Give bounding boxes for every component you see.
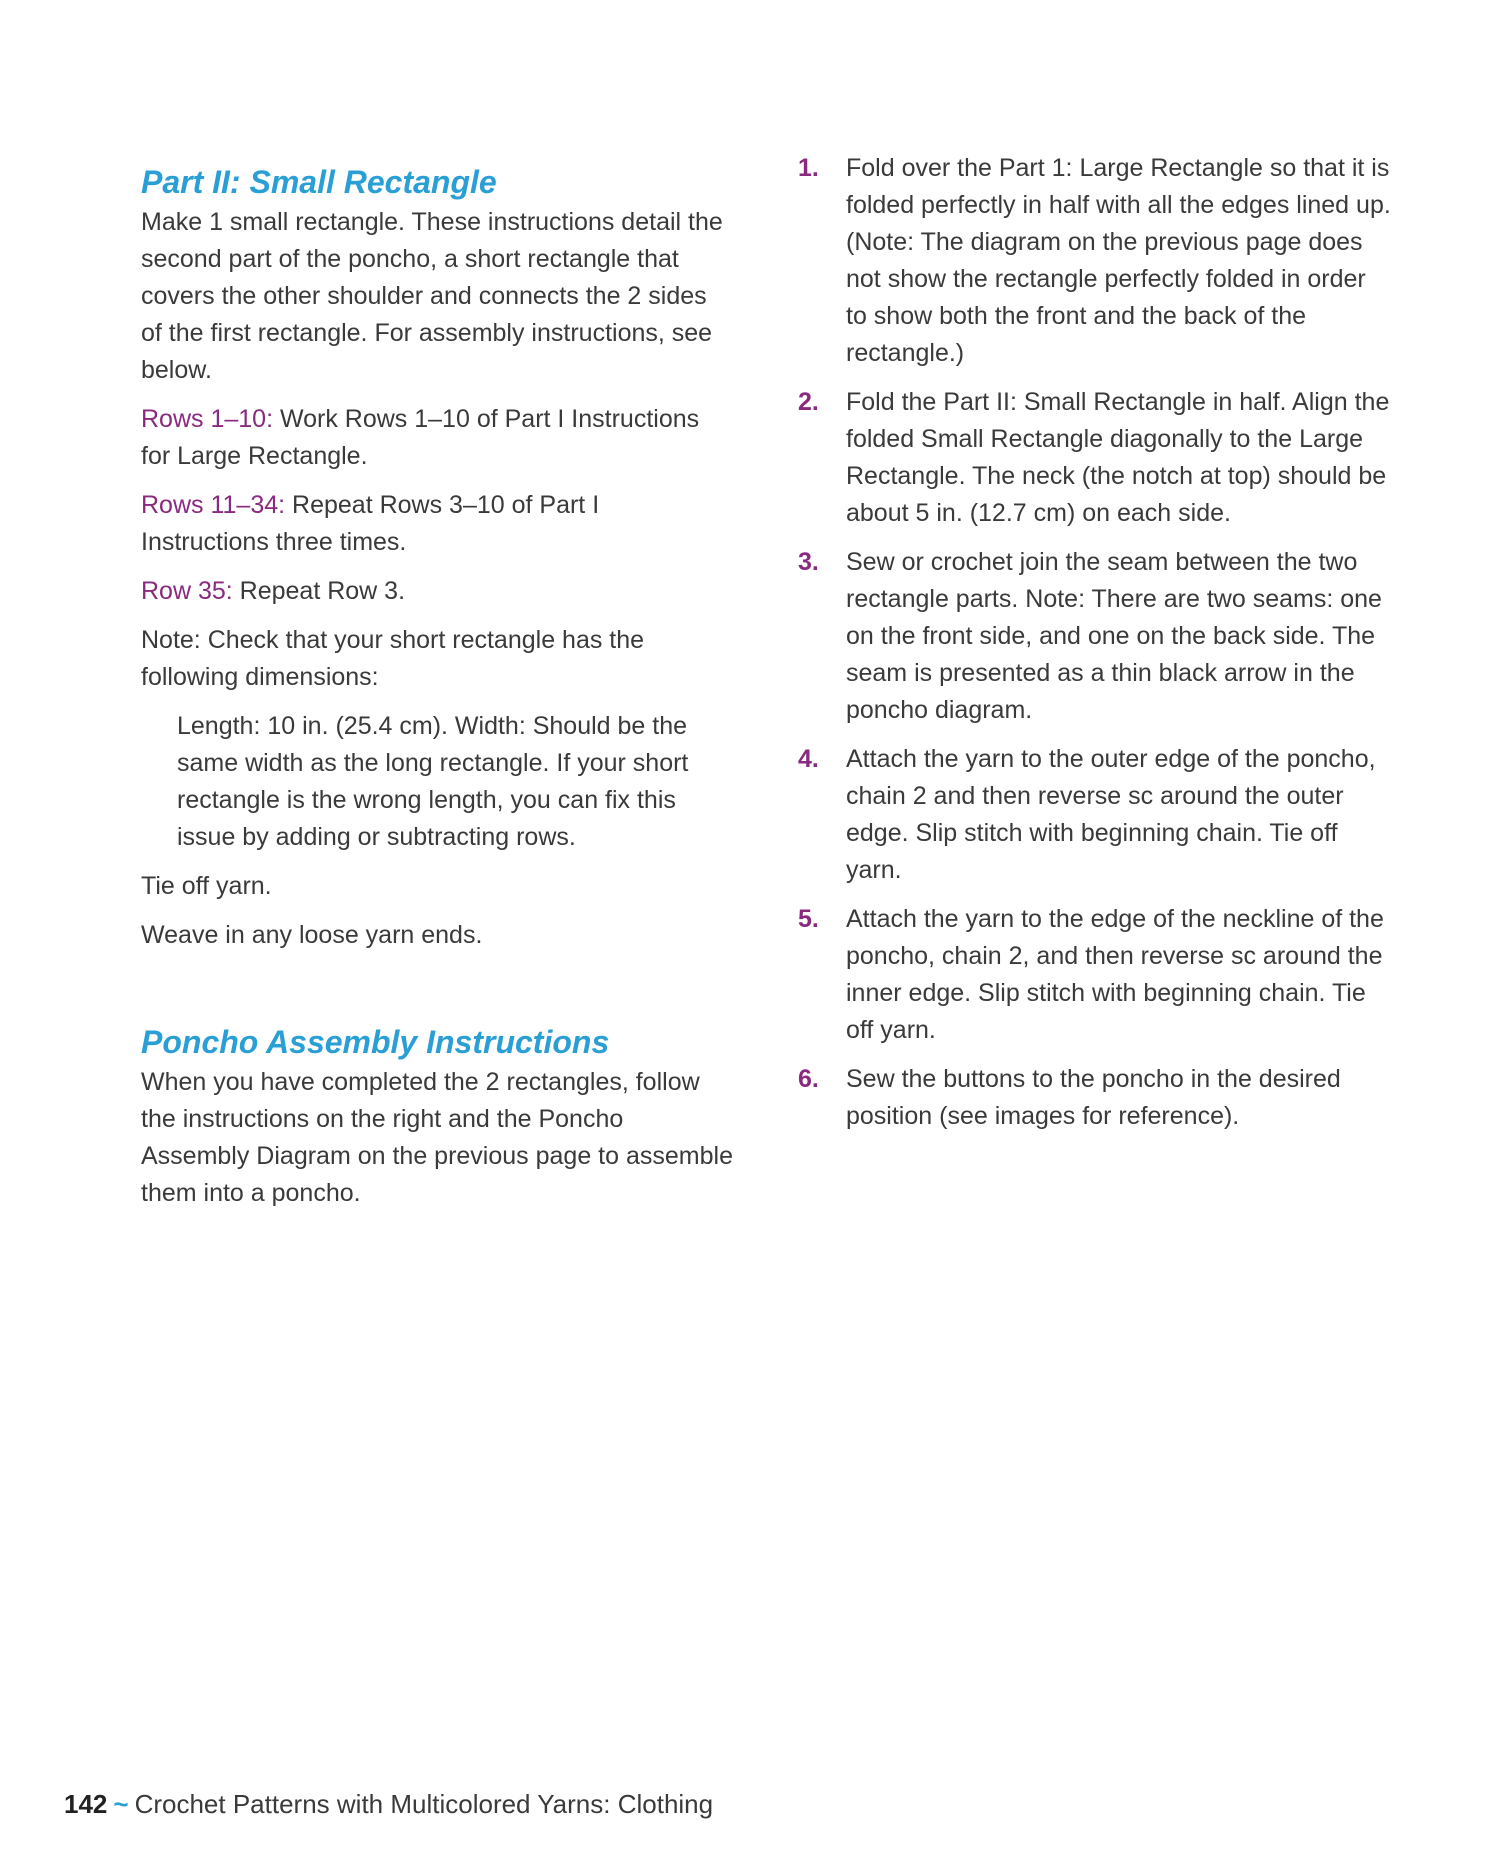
footer-separator: ~: [113, 1789, 129, 1819]
row-instruction: [141, 573, 733, 610]
step-item: [798, 1061, 1392, 1135]
assembly-steps: [798, 150, 1392, 1135]
dimension-note: Note: Check that your short rectangle has the following dimensions:: [141, 626, 645, 691]
row-text: Repeat Rows 3–10 of Part I Instructions three times.: [141, 491, 600, 556]
step-number: 2.: [798, 388, 819, 416]
step-number: 3.: [798, 548, 819, 576]
step-item: [798, 544, 1392, 729]
step-item: [798, 150, 1392, 372]
part2-heading: Part II: Small Rectangle: [141, 164, 497, 200]
step-text: Fold the Part II: Small Rectangle in half. Align the folded Small Rectangle diagonally to the Large Rectangle. The neck (the notch at top) should be about 5 in. (12.7 cm) on each side.: [846, 388, 1390, 527]
step-text: Attach the yarn to the outer edge of the poncho, chain 2 and then reverse sc around the outer edge. Slip stitch with beginning chain. Tie off yarn.: [846, 745, 1376, 884]
step-item: [798, 384, 1392, 532]
book-title: Crochet Patterns with Multicolored Yarns: Clothing: [134, 1789, 714, 1819]
row-label: Rows 1–10:: [141, 405, 274, 433]
part2-intro: Make 1 small rectangle. These instructions detail the second part of the poncho, a short rectangle that covers the other shoulder and connects the 2 sides of the first rectangle. For assembly instructions, see below.: [141, 208, 723, 384]
row-text: Repeat Row 3.: [232, 577, 406, 605]
row-text: Work Rows 1–10 of Part I Instructions for Large Rectangle.: [141, 405, 700, 470]
tie-off-text: Tie off yarn.: [141, 872, 272, 900]
row-label: Rows 11–34:: [141, 491, 286, 519]
step-number: 6.: [798, 1065, 819, 1093]
step-number: 5.: [798, 905, 819, 933]
right-column: [798, 150, 1392, 1147]
row-label: Row 35:: [141, 577, 233, 605]
dimension-details: Length: 10 in. (25.4 cm). Width: Should be the same width as the long rectangle. If your short rectangle is the wrong length, you can fix this issue by adding or subtracting rows.: [177, 712, 689, 851]
assembly-heading: Poncho Assembly Instructions: [141, 1024, 610, 1060]
assembly-text: When you have completed the 2 rectangles, follow the instructions on the right and the Poncho Assembly Diagram on the previous page to assemble them into a poncho.: [141, 1068, 733, 1207]
step-text: Fold over the Part 1: Large Rectangle so that it is folded perfectly in half with all the edges lined up. (Note: The diagram on the previous page does not show the rectangle perfectly folded in order to show both the front and the back of the rectangle.): [846, 154, 1391, 367]
page-number: 142: [64, 1789, 108, 1819]
row-instruction: [141, 401, 733, 475]
step-text: Sew or crochet join the seam between the two rectangle parts. Note: There are two seams: one on the front side, and one on the back side. The seam is presented as a thin black arrow in the poncho diagram.: [846, 548, 1382, 724]
page-footer: [64, 1788, 713, 1820]
step-item: [798, 901, 1392, 1049]
weave-text: Weave in any loose yarn ends.: [141, 921, 483, 949]
step-number: 1.: [798, 154, 819, 182]
row-instruction: [141, 487, 733, 561]
step-text: Attach the yarn to the edge of the neckline of the poncho, chain 2, and then reverse sc around the inner edge. Slip stitch with beginning chain. Tie off yarn.: [846, 905, 1384, 1044]
step-number: 4.: [798, 745, 819, 773]
step-text: Sew the buttons to the poncho in the desired position (see images for reference).: [846, 1065, 1341, 1130]
step-item: [798, 741, 1392, 889]
left-column: [141, 160, 733, 1224]
